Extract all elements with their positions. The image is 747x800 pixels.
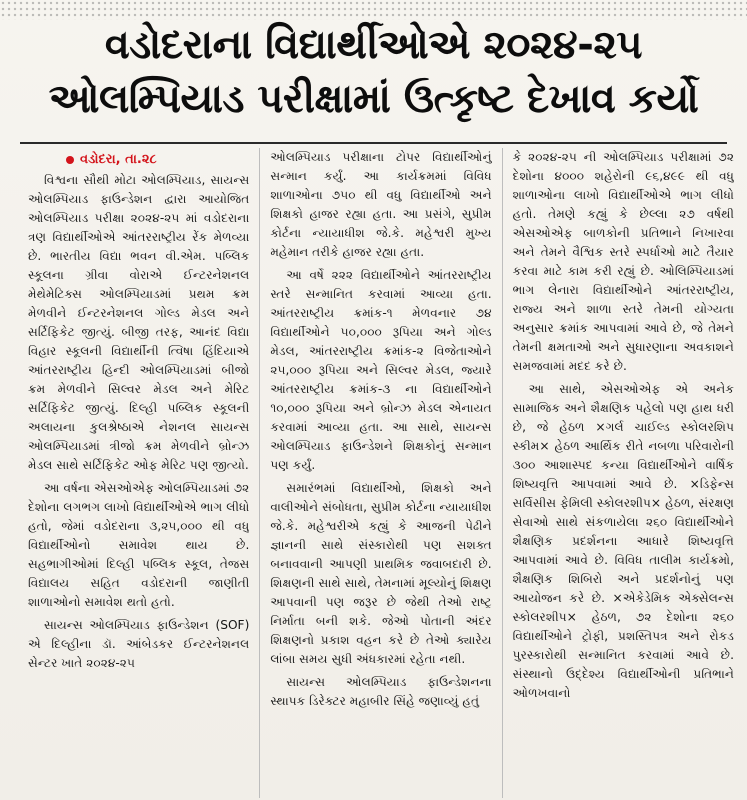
col2-paragraph-1: ઓલમ્પિયાડ પરીક્ષાના ટોપર વિદ્યાર્થીઓનું સન્માન કર્યું. આ કાર્યક્રમમાં વિવિધ શાળાઓના ૭૫૦ થી વધુ વિદ્યાર્થીઓ અને શિક્ષકો હાજર રહ્યા હતા. આ પ્રસંગે, સુપ્રીમ કોર્ટના ન્યાયાધીશ જે.કે. મહેશ્વરી મુખ્ય મહેમાન તરીકે હાજર રહ્યા હતા. <box>270 150 492 259</box>
halftone-strip <box>0 0 747 20</box>
headline-line-1: વડોદરાના વિદ્યાર્થીઓએ ૨૦૨૪-૨૫ <box>104 22 643 68</box>
col2-paragraph-3: સમારંભમાં વિદ્યાર્થીઓ, શિક્ષકો અને વાલીઓને સંબોધતા, સુપ્રીમ કોર્ટના ન્યાયાધીશ જે.કે. મહેશ્વરીએ કહ્યું કે આજની પેઢીને જ્ઞાનની સાથે સંસ્કારોથી પણ સશક્ત બનાવવાની આપણી પ્રાથમિક જવાબદારી છે. શિક્ષણની સાથે સાથે, તેમનામાં મૂલ્યોનું શિક્ષણ આપવાની પણ જરૂર છે જેથી તેઓ રાષ્ટ્ર નિર્માતા બની શકે. જેઓ પોતાની અંદર શિક્ષણનો પ્રકાશ વહન કરે છે તેઓ ક્યારેય લાંબા સમય સુધી અંધકારમાં રહેતા નથી. <box>270 481 492 666</box>
col3-paragraph-2: આ સાથે, એસઓએફ એ અનેક સામાજિક અને શૈક્ષણિક પહેલો પણ હાથ ધરી છે, જે હેઠળ ×ગર્લ ચાઈલ્ડ સ્કોલરશિપ સ્કીમ× હેઠળ આર્થિક રીતે નબળા પરિવારોની ૩૦૦ આશાસ્પદ કન્યા વિદ્યાર્થીઓને વાર્ષિક શિષ્યવૃત્તિ આપવામાં આવે છે. ×ડિફેન્સ સર્વિસીસ ફેમિલી સ્કોલરશીપ× હેઠળ, સંરક્ષણ સેવાઓ સાથે સંકળાયેલા ૨૬૦ વિદ્યાર્થીઓને શૈક્ષણિક પ્રદર્શનના આધારે શિષ્યવૃત્તિ આપવામાં આવે છે. વિવિધ તાલીમ કાર્યક્રમો, શૈક્ષણિક શિબિરો અને પ્રદર્શનોનું પણ આયોજન કરે છે. ×એકેડેમિક એક્સેલન્સ સ્કોલરશીપ× હેઠળ, ૭૨ દેશોના ૨૬૦ વિદ્યાર્થીઓને ટ્રોફી, પ્રશસ્તિપત્ર અને રોકડ પુરસ્કારોથી સન્માનિત કરવામાં આવે છે. સંસ્થાનો ઉદ્દેશ્ય વિદ્યાર્થીઓની પ્રતિભાને ઓળખવાનો <box>512 382 734 700</box>
bullet-dot-icon <box>66 156 74 164</box>
headline-rule <box>20 142 727 144</box>
column-separator <box>259 148 260 798</box>
article-columns <box>28 148 734 798</box>
col2-paragraph-2: આ વર્ષે ૨૨૨ વિદ્યાર્થીઓને આંતરરાષ્ટ્રીય સ્તરે સન્માનિત કરવામાં આવ્યા હતા. આંતરરાષ્ટ્રીય ક્રમાંક-૧ મેળવનાર ૭૪ વિદ્યાર્થીઓને ૫૦,૦૦૦ રૂપિયા અને ગોલ્ડ મેડલ, આંતરરાષ્ટ્રીય ક્રમાંક-૨ વિજેતાઓને ૨૫,૦૦૦ રૂપિયા અને સિલ્વર મેડલ, જ્યારે આંતરરાષ્ટ્રીય ક્રમાંક-૩ ના વિદ્યાર્થીઓને ૧૦,૦૦૦ રૂપિયા અને બ્રોન્ઝ મેડલ એનાયત કરવામાં આવ્યા હતા. આ સાથે, સાયન્સ ઓલમ્પિયાડ ફાઉન્ડેશને શિક્ષકોનું સન્માન પણ કર્યું. <box>270 268 492 472</box>
column-2 <box>270 148 491 798</box>
col1-paragraph-1: વિશ્વના સૌથી મોટા ઓલમ્પિયાડ, સાયન્સ ઓલમ્પિયાડ ફાઉન્ડેશન દ્વારા આયોજિત ઓલમ્પિયાડ પરીક્ષા ૨૦૨૪-૨૫ માં વડોદરાના ત્રણ વિદ્યાર્થીઓએ આંતરરાષ્ટ્રીય રેંક મેળવ્યા છે. ભારતીય વિદ્યા ભવન વી.એમ. પબ્લિક સ્કૂલના ગ્રીવા વોરાએ ઈન્ટરનેશનલ મેથેમેટિક્સ ઓલમ્પિયાડમાં પ્રથમ ક્રમ મેળવીને ઈન્ટરનેશનલ ગોલ્ડ મેડલ અને સર્ટિફિકેટ જીત્યું. બીજી તરફ, આનંદ વિદ્યા વિહાર સ્કૂલની વિદ્યાર્થીની ત્વિષા હિંદિયાએ આંતરરાષ્ટ્રીય હિન્દી ઓલમ્પિયાડમાં બીજો ક્રમ મેળવીને સિલ્વર મેડલ અને મેરિટ સર્ટિફિકેટ જીત્યું. દિલ્હી પબ્લિક સ્કૂલની અલાયના કુલશ્રેષ્ઠાએ નેશનલ સાયન્સ ઓલમ્પિયાડમાં ત્રીજો ક્રમ મેળવીને બ્રોન્ઝ મેડલ સાથે સર્ટિફિકેટ ઓફ મેરિટ પણ જીત્યો. <box>28 173 250 472</box>
column-3 <box>513 148 734 798</box>
column-1 <box>28 148 249 798</box>
dateline-text: વડોદરા, તા.૨૮ <box>80 152 157 167</box>
col1-paragraph-2: આ વર્ષના એસઓએફ ઓલમ્પિયાડમાં ૭૨ દેશોના લગભગ લાખો વિદ્યાર્થીઓએ ભાગ લીધો હતો, જેમાં વડોદરાના ૩,૨૫,૦૦૦ થી વધુ વિદ્યાર્થીઓનો સમાવેશ થાય છે. સહભાગીઓમાં દિલ્હી પબ્લિક સ્કૂલ, તેજસ વિદ્યાલય સહિત વડોદરાની જાણીતી શાળાઓનો સમાવેશ થતો હતો. <box>28 481 250 609</box>
headline <box>10 18 737 126</box>
dateline <box>66 150 249 169</box>
headline-line-2: ઓલમ્પિયાડ પરીક્ષામાં ઉત્કૃષ્ટ દેખાવ કર્યો <box>48 76 699 122</box>
col3-paragraph-1: કે ૨૦૨૪-૨૫ ની ઓલમ્પિયાડ પરીક્ષામાં ૭૨ દેશોના ૪૦૦૦ શહેરોની ૯૬,૪૯૯ થી વધુ શાળાઓના લાખો વિદ્યાર્થીઓએ ભાગ લીધો હતો. તેમણે કહ્યું કે છેલ્લા ૨૭ વર્ષથી એસઓએફ બાળકોની પ્રતિભાને નિખારવા અને તેમને વૈશ્વિક સ્તરે સ્પર્ધાઓ માટે તૈયાર કરવા માટે કામ કરી રહ્યું છે. ઓલિમ્પિયાડમાં ભાગ લેનારા વિદ્યાર્થીઓને આંતરરાષ્ટ્રીય, રાજ્ય અને શાળા સ્તરે તેમની યોગ્યતા અનુસાર ક્રમાંક આપવામાં આવે છે, જે તેમને તેમની ક્ષમતાઓ અને સુધારણાના અવકાશને સમજવામાં મદદ કરે છે. <box>512 150 734 373</box>
col2-paragraph-4: સાયન્સ ઓલમ્પિયાડ ફાઉન્ડેશનના સ્થાપક ડિરેક્ટર મહાબીર સિંહે જણાવ્યું હતું <box>270 675 492 708</box>
col1-paragraph-3: સાયન્સ ઓલમ્પિયાડ ફાઉન્ડેશન (SOF) એ દિલ્હીના ડૉ. આંબેડકર ઈન્ટરનેશનલ સેન્ટર ખાતે ૨૦૨૪-૨૫ <box>28 618 250 670</box>
column-separator <box>502 148 503 798</box>
